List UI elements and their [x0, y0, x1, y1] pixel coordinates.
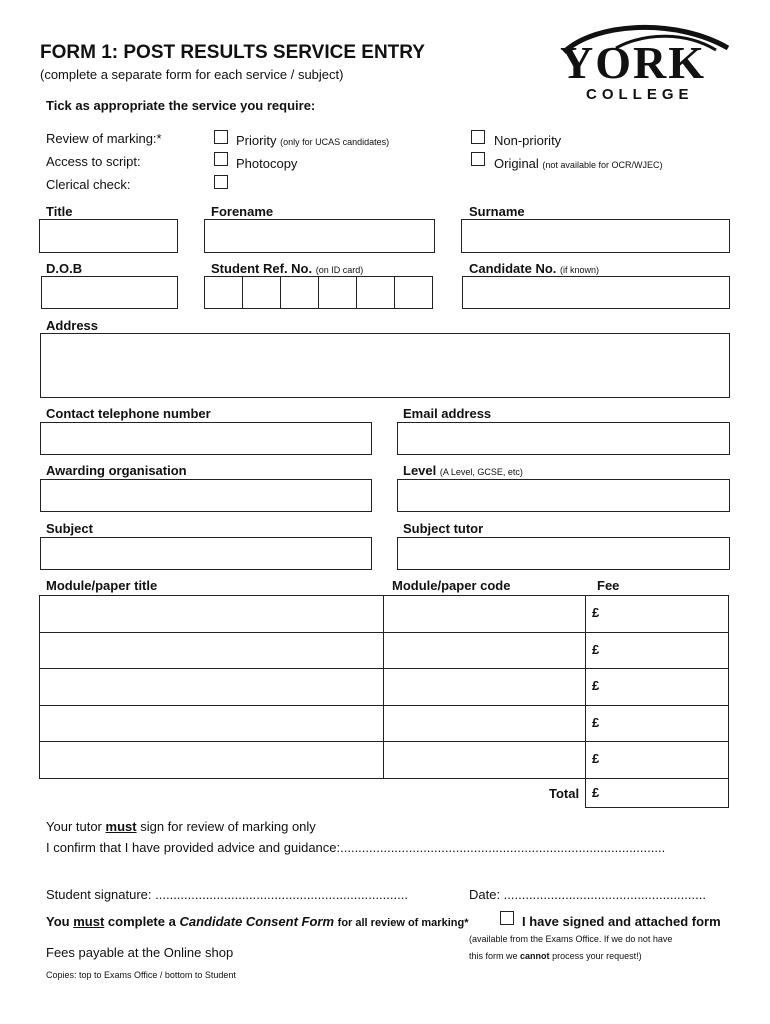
- level-field[interactable]: [397, 479, 730, 512]
- dob-label: D.O.B: [46, 261, 83, 276]
- forename-label: Forename: [211, 204, 274, 219]
- module-table: [39, 595, 729, 807]
- surname-field[interactable]: [461, 219, 730, 253]
- clerical-check-label: Clerical check:: [46, 177, 131, 192]
- student-ref-digit-5[interactable]: [356, 276, 395, 309]
- level-label: [403, 463, 523, 478]
- photocopy-label: Photocopy: [236, 156, 298, 171]
- module-title-header: Module/paper title: [46, 578, 158, 593]
- module-title-cell[interactable]: [39, 668, 384, 706]
- subject-field[interactable]: [40, 537, 372, 570]
- dob-field[interactable]: [41, 276, 178, 309]
- module-title-cell[interactable]: [39, 741, 384, 779]
- clerical-check-checkbox[interactable]: [214, 175, 228, 189]
- access-to-script-label: Access to script:: [46, 154, 141, 169]
- candidate-no-field[interactable]: [462, 276, 730, 309]
- priority-text: Priority: [236, 133, 277, 148]
- total-label: Total: [549, 785, 580, 801]
- module-code-header: Module/paper code: [392, 578, 511, 593]
- surname-label: Surname: [469, 204, 525, 219]
- module-code-cell[interactable]: [383, 705, 586, 743]
- awarding-label: Awarding organisation: [46, 463, 187, 478]
- original-text: Original: [494, 156, 539, 171]
- student-ref-digit-6[interactable]: [394, 276, 433, 309]
- priority-note: (only for UCAS candidates): [280, 137, 390, 147]
- consent-must: must: [73, 914, 105, 929]
- student-ref-label: [211, 261, 363, 276]
- currency-symbol: £: [592, 641, 600, 657]
- currency-symbol: £: [592, 751, 600, 766]
- priority-checkbox[interactable]: [214, 130, 228, 144]
- consent-text-2: complete a: [107, 914, 176, 929]
- candidate-no-label: [469, 261, 599, 276]
- candidate-no-text: Candidate No.: [469, 261, 557, 276]
- address-field[interactable]: [40, 333, 730, 398]
- consent-text-1: You: [46, 914, 70, 929]
- available-note-2: [469, 951, 642, 961]
- candidate-no-note: (if known): [560, 265, 600, 275]
- student-ref-note: (on ID card): [315, 265, 364, 275]
- fee-cell[interactable]: [585, 705, 729, 743]
- form-subtitle: (complete a separate form for each service / subject): [40, 67, 344, 82]
- form-title: FORM 1: POST RESULTS SERVICE ENTRY: [40, 42, 425, 63]
- title-label: Title: [46, 204, 73, 219]
- fees-payable-text: Fees payable at the Online shop: [46, 945, 234, 960]
- fee-header: Fee: [597, 578, 620, 593]
- service-heading: Tick as appropriate the service you require:: [46, 98, 316, 113]
- logo-main-text: YORK: [560, 37, 706, 88]
- photocopy-checkbox[interactable]: [214, 152, 228, 166]
- student-signature-line[interactable]: Student signature: ......................................................................: [46, 887, 408, 902]
- fee-cell[interactable]: [585, 741, 729, 779]
- phone-field[interactable]: [40, 422, 372, 455]
- currency-symbol: £: [592, 784, 600, 800]
- module-code-cell[interactable]: [383, 668, 586, 706]
- student-ref-digit-4[interactable]: [318, 276, 357, 309]
- module-code-cell[interactable]: [383, 741, 586, 779]
- tutor-must: must: [105, 819, 137, 834]
- available-note-1: (available from the Exams Office. If we do not have: [469, 934, 673, 944]
- student-ref-digit-2[interactable]: [242, 276, 281, 309]
- york-college-logo: [556, 18, 736, 108]
- confirm-advice-line[interactable]: I confirm that I have provided advice and guidance:..........................................................................................: [46, 840, 666, 855]
- total-fee-cell[interactable]: [585, 778, 729, 808]
- fee-cell[interactable]: [585, 595, 729, 633]
- consent-form-line: [46, 914, 468, 929]
- logo-sub-text: COLLEGE: [586, 86, 694, 103]
- original-label: [494, 156, 662, 171]
- signed-attached-checkbox[interactable]: [500, 911, 514, 925]
- priority-label: [236, 133, 389, 148]
- original-note: (not available for OCR/WJEC): [542, 160, 663, 170]
- email-field[interactable]: [397, 422, 730, 455]
- original-checkbox[interactable]: [471, 152, 485, 166]
- level-note: (A Level, GCSE, etc): [439, 467, 523, 477]
- subject-tutor-label: Subject tutor: [403, 521, 484, 536]
- tutor-text-2: sign for review of marking only: [140, 819, 316, 834]
- signed-attached-label: I have signed and attached form: [522, 914, 721, 929]
- module-title-cell[interactable]: [39, 632, 384, 670]
- available-2a: this form we: [469, 951, 518, 961]
- available-cannot: cannot: [520, 951, 550, 961]
- fee-cell[interactable]: [585, 632, 729, 670]
- non-priority-checkbox[interactable]: [471, 130, 485, 144]
- title-field[interactable]: [39, 219, 178, 253]
- currency-symbol: £: [592, 714, 600, 730]
- fee-cell[interactable]: [585, 668, 729, 706]
- module-title-cell[interactable]: [39, 595, 384, 633]
- copies-text: Copies: top to Exams Office / bottom to Student: [46, 970, 236, 980]
- tutor-must-sign-line: [46, 819, 316, 834]
- review-of-marking-label: Review of marking:*: [46, 131, 162, 146]
- subject-tutor-field[interactable]: [397, 537, 730, 570]
- non-priority-label: Non-priority: [494, 133, 562, 148]
- available-2b: process your request!): [552, 951, 642, 961]
- module-code-cell[interactable]: [383, 632, 586, 670]
- forename-field[interactable]: [204, 219, 435, 253]
- subject-label: Subject: [46, 521, 93, 536]
- consent-form-name: Candidate Consent Form: [179, 914, 335, 929]
- currency-symbol: £: [592, 678, 600, 693]
- date-line[interactable]: Date: ........................................................: [469, 887, 706, 902]
- student-ref-digit-3[interactable]: [280, 276, 319, 309]
- address-label: Address: [46, 318, 99, 333]
- student-ref-text: Student Ref. No.: [211, 261, 313, 276]
- currency-symbol: £: [592, 605, 600, 620]
- awarding-field[interactable]: [40, 479, 372, 512]
- tutor-text-1: Your tutor: [46, 819, 102, 834]
- consent-text-3: for all review of marking*: [337, 917, 469, 929]
- module-code-cell[interactable]: [383, 595, 586, 633]
- email-label: Email address: [403, 406, 492, 421]
- student-ref-digit-1[interactable]: [204, 276, 243, 309]
- phone-label: Contact telephone number: [46, 406, 211, 421]
- module-title-cell[interactable]: [39, 705, 384, 743]
- level-text: Level: [403, 463, 437, 478]
